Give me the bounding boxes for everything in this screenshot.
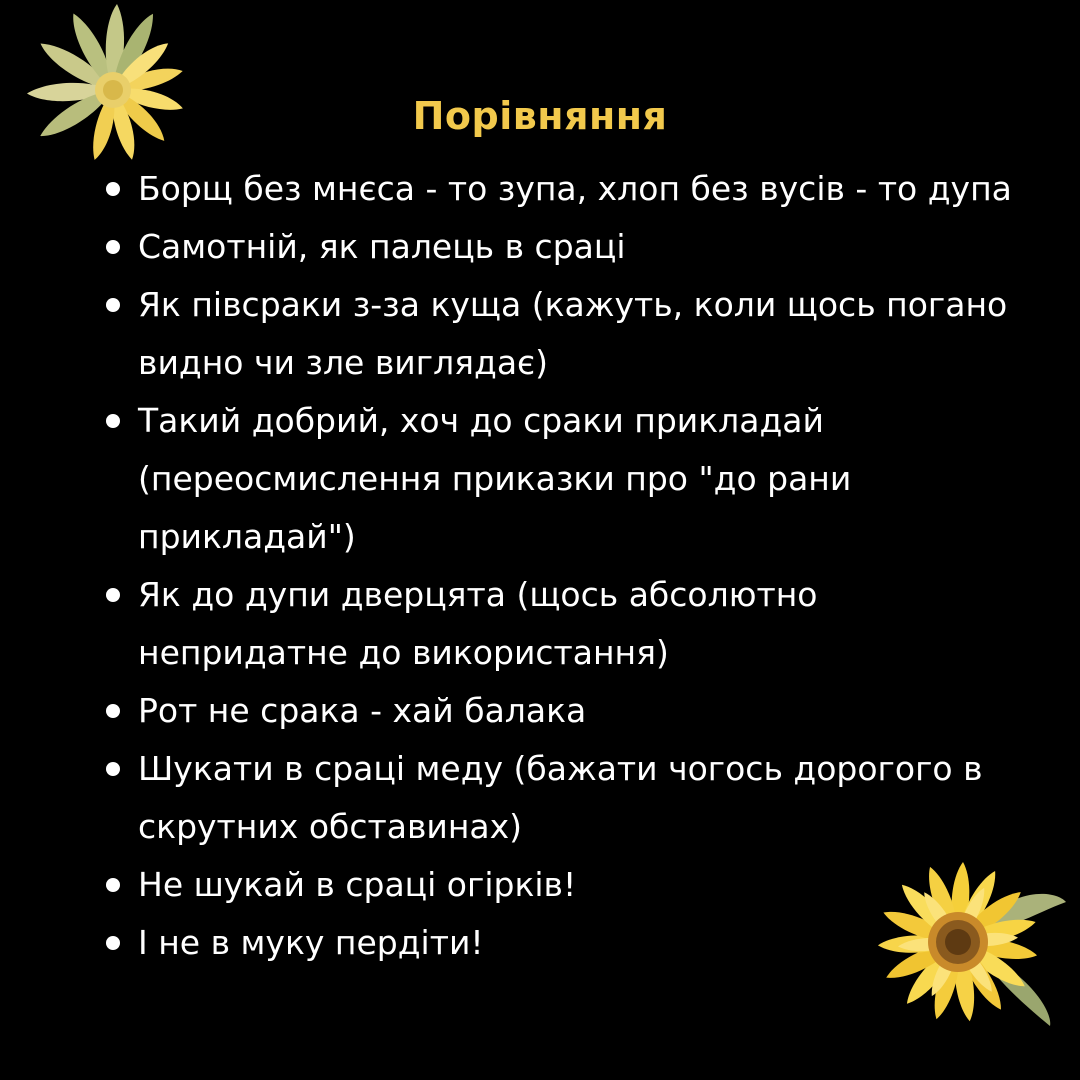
list-item-text: Борщ без мнєса - то зупа, хлоп без вусів - то дупа: [138, 169, 1012, 208]
list-item-text: І не в муку пердіти!: [138, 923, 484, 962]
bullet-icon: [106, 240, 120, 254]
list-item-text: Самотній, як палець в сраці: [138, 227, 626, 266]
list-item: [100, 160, 1025, 218]
list-item: [100, 392, 1025, 566]
bullet-icon: [106, 588, 120, 602]
list-item-text: Шукати в сраці меду (бажати чогось дорогого в скрутних обставинах): [138, 749, 983, 846]
bullet-icon: [106, 182, 120, 196]
list-item: [100, 276, 1025, 392]
list-item: [100, 566, 1025, 682]
bullet-icon: [106, 298, 120, 312]
sunflower-bottom-right-icon: [858, 838, 1070, 1048]
bullet-icon: [106, 762, 120, 776]
list-item: [100, 218, 1025, 276]
page-title: Порівняння: [412, 94, 668, 138]
list-item-text: Такий добрий, хоч до сраки прикладай (переосмислення приказки про "до рани прикладай"): [138, 401, 852, 556]
list-item-text: Рот не срака - хай балака: [138, 691, 587, 730]
list-item: [100, 682, 1025, 740]
bullet-icon: [106, 878, 120, 892]
list-item-text: Не шукай в сраці огірків!: [138, 865, 577, 904]
list-item-text: Як півсраки з-за куща (кажуть, коли щось погано видно чи зле виглядає): [138, 285, 1008, 382]
bullet-icon: [106, 704, 120, 718]
list-item-text: Як до дупи дверцята (щось абсолютно непридатне до використання): [138, 575, 818, 672]
bullet-icon: [106, 936, 120, 950]
bullet-icon: [106, 414, 120, 428]
